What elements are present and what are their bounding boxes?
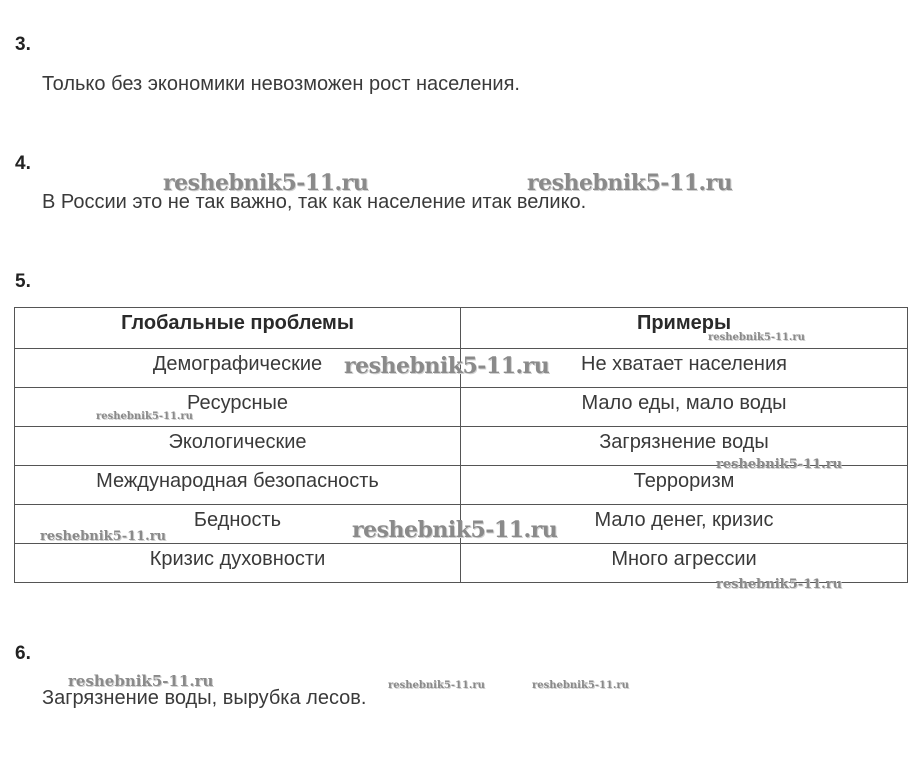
header-problems: Глобальные проблемы	[15, 308, 461, 349]
watermark: reshebnik5-11.ru	[163, 170, 369, 196]
watermark: reshebnik5-11.ru	[40, 529, 167, 544]
watermark: reshebnik5-11.ru	[68, 672, 214, 690]
watermark: reshebnik5-11.ru	[344, 353, 550, 379]
section-number-4: 4.	[15, 153, 31, 174]
section-number-6: 6.	[15, 643, 31, 664]
example-cell: Терроризм	[461, 466, 908, 505]
problem-cell: Ресурсные	[15, 388, 461, 427]
watermark: reshebnik5-11.ru	[96, 411, 193, 422]
section-number-5: 5.	[15, 271, 31, 292]
watermark: reshebnik5-11.ru	[532, 680, 629, 691]
example-cell: Не хватает населения	[461, 349, 908, 388]
watermark: reshebnik5-11.ru	[388, 680, 485, 691]
answer-4: В России это не так важно, так как население итак велико.	[42, 191, 587, 213]
watermark: reshebnik5-11.ru	[708, 332, 805, 343]
problem-cell: Кризис духовности	[15, 544, 461, 583]
example-cell: Много агрессии	[461, 544, 908, 583]
problem-cell: Международная безопасность	[15, 466, 461, 505]
section-number-3: 3.	[15, 34, 31, 55]
watermark: reshebnik5-11.ru	[716, 457, 843, 472]
answer-6: Загрязнение воды, вырубка лесов.	[42, 687, 367, 709]
problem-cell: Бедность	[15, 505, 461, 544]
problem-cell: Экологические	[15, 427, 461, 466]
answer-3: Только без экономики невозможен рост населения.	[42, 73, 520, 95]
watermark: reshebnik5-11.ru	[352, 517, 558, 543]
header-examples: Примеры	[461, 308, 908, 349]
watermark: reshebnik5-11.ru	[716, 577, 843, 592]
example-cell: Мало денег, кризис	[461, 505, 908, 544]
watermark: reshebnik5-11.ru	[527, 170, 733, 196]
problem-cell: Демографические	[15, 349, 461, 388]
example-cell: Мало еды, мало воды	[461, 388, 908, 427]
example-cell: Загрязнение воды	[461, 427, 908, 466]
